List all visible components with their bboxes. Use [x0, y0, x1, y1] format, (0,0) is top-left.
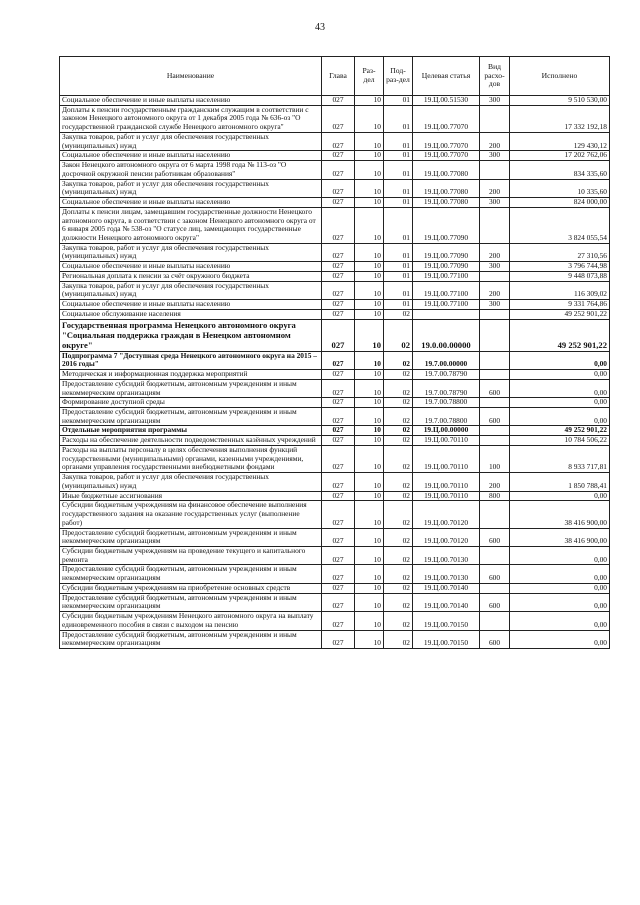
cell-chapter: 027	[322, 501, 355, 528]
cell-type: 300	[480, 300, 510, 310]
cell-subsection: 02	[384, 501, 413, 528]
table-row	[60, 161, 610, 179]
cell-name: Социальное обеспечение и иные выплаты населению	[60, 96, 322, 106]
table-row	[60, 96, 610, 106]
cell-subsection: 02	[384, 436, 413, 446]
cell-name: Социальное обеспечение и иные выплаты населению	[60, 151, 322, 161]
cell-name: Иные бюджетные ассигнования	[60, 491, 322, 501]
cell-subsection: 01	[384, 105, 413, 132]
cell-executed: 0,00	[510, 370, 610, 380]
cell-type	[480, 351, 510, 369]
cell-executed: 0,00	[510, 491, 610, 501]
table-row	[60, 630, 610, 648]
cell-target: 19.Ц.00.77080	[413, 161, 480, 179]
table-row	[60, 198, 610, 208]
table-row	[60, 300, 610, 310]
table-row	[60, 370, 610, 380]
cell-subsection: 01	[384, 271, 413, 281]
cell-chapter: 027	[322, 96, 355, 106]
cell-executed: 38 416 900,00	[510, 501, 610, 528]
cell-section: 10	[355, 593, 384, 611]
cell-name: Закупка товаров, работ и услуг для обеспечения государственных (муниципальных) нужд	[60, 473, 322, 491]
cell-chapter: 027	[322, 207, 355, 243]
cell-target: 19.Ц.00.70150	[413, 630, 480, 648]
cell-name: Предоставление субсидий бюджетным, автономным учреждениям и иным некоммерческим организациям	[60, 593, 322, 611]
cell-chapter: 027	[322, 262, 355, 272]
cell-type	[480, 370, 510, 380]
table-row	[60, 565, 610, 583]
table-row	[60, 319, 610, 351]
cell-chapter: 027	[322, 271, 355, 281]
cell-section: 10	[355, 370, 384, 380]
cell-section: 10	[355, 565, 384, 583]
header-section: Раз-дел	[355, 57, 384, 96]
cell-type: 300	[480, 262, 510, 272]
cell-chapter: 027	[322, 132, 355, 150]
cell-type: 300	[480, 96, 510, 106]
cell-target: 19.Ц.00.70120	[413, 501, 480, 528]
table-row	[60, 132, 610, 150]
cell-name: Отдельные мероприятия программы	[60, 426, 322, 436]
cell-chapter: 027	[322, 300, 355, 310]
cell-subsection: 02	[384, 630, 413, 648]
cell-section: 10	[355, 309, 384, 319]
cell-executed: 3 824 055,54	[510, 207, 610, 243]
cell-type: 100	[480, 445, 510, 472]
cell-section: 10	[355, 300, 384, 310]
cell-executed: 129 430,12	[510, 132, 610, 150]
cell-type	[480, 426, 510, 436]
cell-target: 19.Ц.00.70110	[413, 473, 480, 491]
cell-target: 19.Ц.00.70130	[413, 546, 480, 564]
cell-subsection: 02	[384, 398, 413, 408]
cell-chapter: 027	[322, 491, 355, 501]
cell-name: Социальное обеспечение и иные выплаты населению	[60, 262, 322, 272]
table-row	[60, 445, 610, 472]
cell-executed: 0,00	[510, 407, 610, 425]
cell-chapter: 027	[322, 161, 355, 179]
cell-subsection: 02	[384, 370, 413, 380]
cell-subsection: 01	[384, 96, 413, 106]
cell-name: Закупка товаров, работ и услуг для обеспечения государственных (муниципальных) нужд	[60, 281, 322, 299]
cell-section: 10	[355, 630, 384, 648]
cell-name: Региональная доплата к пенсии за счёт окружного бюджета	[60, 271, 322, 281]
cell-executed: 0,00	[510, 612, 610, 630]
cell-section: 10	[355, 262, 384, 272]
cell-section: 10	[355, 151, 384, 161]
cell-name: Формирование доступной среды	[60, 398, 322, 408]
cell-target: 19.Ц.00.77090	[413, 262, 480, 272]
cell-name: Субсидии бюджетным учреждениям на проведение текущего и капитального ремонта	[60, 546, 322, 564]
cell-chapter: 027	[322, 528, 355, 546]
cell-name: Расходы на выплаты персоналу в целях обеспечения выполнения функций государственными (муниципальными) органами, казенными учреждениями, органами управления государственными внебюджетными фондами	[60, 445, 322, 472]
cell-subsection: 02	[384, 309, 413, 319]
cell-name: Социальное обслуживание населения	[60, 309, 322, 319]
cell-subsection: 02	[384, 379, 413, 397]
table-body	[60, 96, 610, 649]
cell-subsection: 01	[384, 243, 413, 261]
cell-subsection: 02	[384, 565, 413, 583]
cell-section: 10	[355, 612, 384, 630]
table-row	[60, 271, 610, 281]
table-header	[60, 57, 610, 96]
table-row	[60, 179, 610, 197]
header-executed: Исполнено	[510, 57, 610, 96]
cell-section: 10	[355, 105, 384, 132]
cell-target: 19.Ц.00.70150	[413, 612, 480, 630]
cell-subsection: 01	[384, 132, 413, 150]
cell-type: 200	[480, 281, 510, 299]
cell-executed: 49 252 901,22	[510, 319, 610, 351]
table-row	[60, 398, 610, 408]
cell-chapter: 027	[322, 179, 355, 197]
cell-executed: 0,00	[510, 546, 610, 564]
cell-type	[480, 583, 510, 593]
cell-type: 200	[480, 179, 510, 197]
table-row	[60, 309, 610, 319]
cell-name: Предоставление субсидий бюджетным, автономным учреждениям и иным некоммерческим организациям	[60, 407, 322, 425]
cell-name: Предоставление субсидий бюджетным, автономным учреждениям и иным некоммерческим организациям	[60, 528, 322, 546]
cell-chapter: 027	[322, 445, 355, 472]
table-row	[60, 593, 610, 611]
cell-subsection: 02	[384, 583, 413, 593]
cell-name: Субсидии бюджетным учреждениям Ненецкого автономного округа на выплату единовременного пособия в связи с выходом на пенсию	[60, 612, 322, 630]
cell-executed: 9 331 764,86	[510, 300, 610, 310]
cell-subsection: 02	[384, 491, 413, 501]
cell-target: 19.Ц.00.70110	[413, 436, 480, 446]
cell-executed: 10 784 506,22	[510, 436, 610, 446]
table-row	[60, 583, 610, 593]
cell-target: 19.Ц.00.77090	[413, 207, 480, 243]
cell-executed: 0,00	[510, 379, 610, 397]
budget-table	[59, 56, 610, 649]
cell-executed: 3 796 744,98	[510, 262, 610, 272]
table-row	[60, 407, 610, 425]
cell-executed: 834 335,60	[510, 161, 610, 179]
cell-executed: 38 416 900,00	[510, 528, 610, 546]
header-chapter: Глава	[322, 57, 355, 96]
cell-executed: 17 202 762,06	[510, 151, 610, 161]
cell-section: 10	[355, 281, 384, 299]
cell-name: Закупка товаров, работ и услуг для обеспечения государственных (муниципальных) нужд	[60, 132, 322, 150]
cell-section: 10	[355, 398, 384, 408]
cell-subsection: 02	[384, 593, 413, 611]
cell-target: 19.Ц.00.70130	[413, 565, 480, 583]
cell-section: 10	[355, 473, 384, 491]
cell-executed: 0,00	[510, 630, 610, 648]
cell-name: Подпрограмма 7 "Доступная среда Ненецкого автономного округа на 2015 – 2016 годы"	[60, 351, 322, 369]
cell-chapter: 027	[322, 379, 355, 397]
cell-chapter: 027	[322, 151, 355, 161]
cell-name: Расходы на обеспечение деятельности подведомственных казённых учреждений	[60, 436, 322, 446]
cell-chapter: 027	[322, 370, 355, 380]
cell-type	[480, 546, 510, 564]
cell-subsection: 02	[384, 407, 413, 425]
table-row	[60, 262, 610, 272]
cell-name: Социальное обеспечение и иные выплаты населению	[60, 300, 322, 310]
cell-name: Предоставление субсидий бюджетным, автономным учреждениям и иным некоммерческим организациям	[60, 379, 322, 397]
page-number: 43	[315, 22, 325, 33]
cell-executed: 9 448 073,88	[510, 271, 610, 281]
table-row	[60, 351, 610, 369]
cell-type	[480, 319, 510, 351]
cell-type: 300	[480, 151, 510, 161]
cell-target: 19.Ц.00.77070	[413, 151, 480, 161]
cell-subsection: 02	[384, 546, 413, 564]
cell-target: 19.Ц.00.70110	[413, 445, 480, 472]
cell-subsection: 02	[384, 473, 413, 491]
cell-name: Социальное обеспечение и иные выплаты населению	[60, 198, 322, 208]
cell-type: 800	[480, 491, 510, 501]
cell-target: 19.7.00.78800	[413, 407, 480, 425]
cell-target: 19.Ц.00.70110	[413, 491, 480, 501]
cell-chapter: 027	[322, 309, 355, 319]
table-row	[60, 501, 610, 528]
cell-section: 10	[355, 445, 384, 472]
cell-executed: 27 310,56	[510, 243, 610, 261]
cell-executed: 49 252 901,22	[510, 426, 610, 436]
cell-section: 10	[355, 243, 384, 261]
table-row	[60, 436, 610, 446]
cell-subsection: 02	[384, 351, 413, 369]
cell-subsection: 01	[384, 151, 413, 161]
cell-chapter: 027	[322, 630, 355, 648]
cell-subsection: 01	[384, 179, 413, 197]
cell-chapter: 027	[322, 473, 355, 491]
cell-section: 10	[355, 379, 384, 397]
cell-type: 300	[480, 198, 510, 208]
cell-name: Закупка товаров, работ и услуг для обеспечения государственных (муниципальных) нужд	[60, 243, 322, 261]
cell-type: 600	[480, 630, 510, 648]
cell-name: Методическая и информационная поддержка мероприятий	[60, 370, 322, 380]
cell-type	[480, 398, 510, 408]
cell-subsection: 02	[384, 426, 413, 436]
cell-executed: 49 252 901,22	[510, 309, 610, 319]
cell-section: 10	[355, 132, 384, 150]
cell-section: 10	[355, 546, 384, 564]
cell-section: 10	[355, 426, 384, 436]
cell-executed: 0,00	[510, 398, 610, 408]
cell-type	[480, 501, 510, 528]
cell-target: 19.7.00.78800	[413, 398, 480, 408]
cell-executed: 116 309,02	[510, 281, 610, 299]
cell-chapter: 027	[322, 319, 355, 351]
cell-chapter: 027	[322, 198, 355, 208]
cell-type	[480, 207, 510, 243]
cell-type: 600	[480, 407, 510, 425]
cell-section: 10	[355, 501, 384, 528]
table-row	[60, 105, 610, 132]
cell-name: Предоставление субсидий бюджетным, автономным учреждениям и иным некоммерческим организациям	[60, 630, 322, 648]
cell-type	[480, 161, 510, 179]
table-row	[60, 379, 610, 397]
cell-subsection: 01	[384, 281, 413, 299]
cell-executed: 9 510 530,00	[510, 96, 610, 106]
cell-section: 10	[355, 198, 384, 208]
cell-section: 10	[355, 436, 384, 446]
cell-type	[480, 105, 510, 132]
cell-type	[480, 436, 510, 446]
cell-name: Закон Ненецкого автономного округа от 6 марта 1998 года № 113-оз "О досрочной окружной пенсии работникам образования"	[60, 161, 322, 179]
cell-chapter: 027	[322, 612, 355, 630]
cell-chapter: 027	[322, 583, 355, 593]
cell-section: 10	[355, 583, 384, 593]
cell-chapter: 027	[322, 243, 355, 261]
header-name: Наименование	[60, 57, 322, 96]
cell-name: Доплаты к пенсии государственным гражданским служащим в соответствии с законом Ненецкого автономного округа от 1 декабря 2005 года № 636-оз "О государственной гражданской службе Ненецкого автономного округа"	[60, 105, 322, 132]
cell-target: 19.Ц.00.70120	[413, 528, 480, 546]
cell-section: 10	[355, 407, 384, 425]
cell-target: 19.Ц.00.77070	[413, 132, 480, 150]
cell-target: 19.7.00.78790	[413, 370, 480, 380]
cell-subsection: 02	[384, 319, 413, 351]
header-subsection: Под-раз-дел	[384, 57, 413, 96]
cell-type: 200	[480, 132, 510, 150]
cell-executed: 1 850 788,41	[510, 473, 610, 491]
cell-target: 19.Ц.00.77090	[413, 243, 480, 261]
cell-section: 10	[355, 351, 384, 369]
cell-chapter: 027	[322, 565, 355, 583]
cell-executed: 0,00	[510, 565, 610, 583]
cell-target	[413, 309, 480, 319]
cell-name: Субсидии бюджетным учреждениям на приобретение основных средств	[60, 583, 322, 593]
cell-subsection: 01	[384, 161, 413, 179]
table-row	[60, 243, 610, 261]
cell-target: 19.Ц.00.77080	[413, 198, 480, 208]
cell-type: 200	[480, 473, 510, 491]
cell-target: 19.Ц.00.00000	[413, 426, 480, 436]
cell-type	[480, 271, 510, 281]
cell-section: 10	[355, 161, 384, 179]
cell-chapter: 027	[322, 546, 355, 564]
cell-chapter: 027	[322, 281, 355, 299]
cell-type: 600	[480, 565, 510, 583]
cell-executed: 0,00	[510, 351, 610, 369]
cell-target: 19.0.00.00000	[413, 319, 480, 351]
cell-section: 10	[355, 96, 384, 106]
cell-type: 600	[480, 593, 510, 611]
cell-name: Субсидии бюджетным учреждениям на финансовое обеспечение выполнения государственного задания на оказание государственных услуг (выполнение работ)	[60, 501, 322, 528]
cell-executed: 8 933 717,81	[510, 445, 610, 472]
cell-name: Государственная программа Ненецкого автономного округа "Социальная поддержка граждан в Ненецком автономном округе"	[60, 319, 322, 351]
cell-type	[480, 612, 510, 630]
cell-target: 19.Ц.00.77100	[413, 281, 480, 299]
table-row	[60, 612, 610, 630]
cell-type: 600	[480, 528, 510, 546]
cell-chapter: 027	[322, 351, 355, 369]
cell-executed: 17 332 192,18	[510, 105, 610, 132]
cell-chapter: 027	[322, 105, 355, 132]
cell-section: 10	[355, 179, 384, 197]
cell-subsection: 02	[384, 528, 413, 546]
table-row	[60, 473, 610, 491]
cell-section: 10	[355, 319, 384, 351]
cell-chapter: 027	[322, 593, 355, 611]
cell-subsection: 01	[384, 198, 413, 208]
cell-target: 19.Ц.00.70140	[413, 593, 480, 611]
cell-executed: 0,00	[510, 593, 610, 611]
cell-subsection: 01	[384, 207, 413, 243]
cell-chapter: 027	[322, 407, 355, 425]
cell-target: 19.Ц.00.77080	[413, 179, 480, 197]
header-target: Целевая статья	[413, 57, 480, 96]
cell-type: 600	[480, 379, 510, 397]
cell-chapter: 027	[322, 426, 355, 436]
cell-name: Предоставление субсидий бюджетным, автономным учреждениям и иным некоммерческим организациям	[60, 565, 322, 583]
cell-target: 19.Ц.00.70140	[413, 583, 480, 593]
table-row	[60, 281, 610, 299]
cell-name: Доплаты к пенсии лицам, замещавшим государственные должности Ненецкого автономного округа, в соответствии с законом Ненецкого автономного округа от 6 января 2005 года № 538-оз "О статусе лиц, замещающих государственные должности Ненецкого автономного округа"	[60, 207, 322, 243]
cell-subsection: 01	[384, 262, 413, 272]
cell-subsection: 01	[384, 300, 413, 310]
cell-target: 19.Ц.00.51530	[413, 96, 480, 106]
cell-target: 19.7.00.00000	[413, 351, 480, 369]
cell-type: 200	[480, 243, 510, 261]
cell-chapter: 027	[322, 436, 355, 446]
cell-subsection: 02	[384, 612, 413, 630]
header-type: Вид расхо-дов	[480, 57, 510, 96]
cell-section: 10	[355, 491, 384, 501]
cell-section: 10	[355, 207, 384, 243]
cell-target: 19.Ц.00.77070	[413, 105, 480, 132]
table-row	[60, 207, 610, 243]
cell-executed: 10 335,60	[510, 179, 610, 197]
cell-executed: 824 000,00	[510, 198, 610, 208]
table-row	[60, 546, 610, 564]
cell-section: 10	[355, 271, 384, 281]
cell-target: 19.Ц.00.77100	[413, 271, 480, 281]
cell-executed: 0,00	[510, 583, 610, 593]
cell-subsection: 02	[384, 445, 413, 472]
cell-name: Закупка товаров, работ и услуг для обеспечения государственных (муниципальных) нужд	[60, 179, 322, 197]
cell-target: 19.Ц.00.77100	[413, 300, 480, 310]
cell-type	[480, 309, 510, 319]
cell-section: 10	[355, 528, 384, 546]
cell-target: 19.7.00.78790	[413, 379, 480, 397]
cell-chapter: 027	[322, 398, 355, 408]
table-row	[60, 528, 610, 546]
